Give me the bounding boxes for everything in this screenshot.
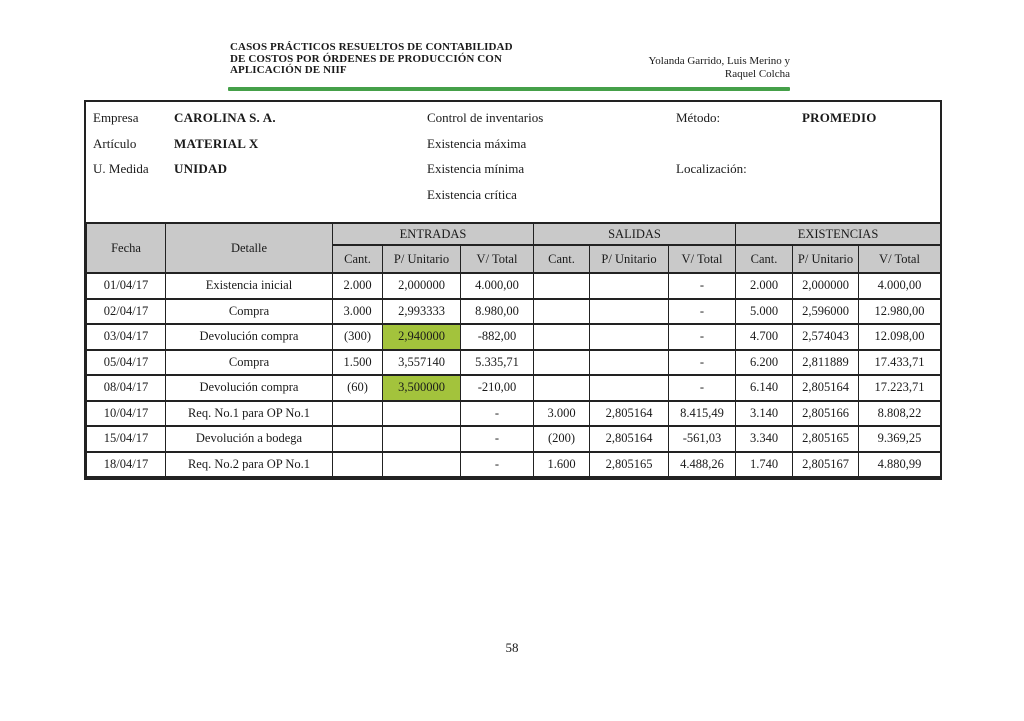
subheader-entradas-vtotal: V/ Total [461,245,534,273]
cell-salidas-cant [534,324,590,350]
subheader-existencias-vtotal: V/ Total [859,245,941,273]
cell-detalle: Devolución a bodega [166,426,333,452]
cell-salidas-vtotal: - [669,273,736,299]
cell-salidas-vtotal: - [669,324,736,350]
cell-salidas-punitario [590,375,669,401]
cell-detalle: Compra [166,350,333,376]
cell-existencias-cant: 4.700 [736,324,793,350]
cell-existencias-punitario: 2,805166 [793,401,859,427]
cell-existencias-vtotal: 9.369,25 [859,426,941,452]
cell-fecha: 02/04/17 [87,299,166,325]
info-value-articulo: MATERIAL X [174,136,259,151]
info-label-metodo: Método: [676,110,721,125]
info-label-exist-critica: Existencia crítica [427,187,517,202]
cell-salidas-punitario [590,273,669,299]
info-row [86,161,940,179]
cell-existencias-punitario: 2,574043 [793,324,859,350]
subheader-existencias-cant: Cant. [736,245,793,273]
cell-existencias-vtotal: 17.433,71 [859,350,941,376]
cell-existencias-vtotal: 8.808,22 [859,401,941,427]
cell-entradas-vtotal: - [461,401,534,427]
cell-existencias-punitario: 2,805165 [793,426,859,452]
subheader-salidas-vtotal: V/ Total [669,245,736,273]
column-header-fecha: Fecha [87,223,166,273]
column-header-detalle: Detalle [166,223,333,273]
cell-detalle: Devolución compra [166,324,333,350]
cell-salidas-vtotal: - [669,299,736,325]
cell-salidas-punitario: 2,805165 [590,452,669,478]
cell-entradas-punitario: 2,940000 [383,324,461,350]
cell-existencias-vtotal: 12.098,00 [859,324,941,350]
cell-existencias-punitario: 2,596000 [793,299,859,325]
cell-entradas-cant: 2.000 [333,273,383,299]
cell-existencias-punitario: 2,000000 [793,273,859,299]
cell-existencias-punitario: 2,805167 [793,452,859,478]
cell-entradas-punitario: 2,993333 [383,299,461,325]
table-row [87,350,941,376]
book-title-line-2: DE COSTOS POR ÓRDENES DE PRODUCCIÓN CON [230,52,503,65]
cell-entradas-punitario: 3,500000 [383,375,461,401]
cell-salidas-punitario [590,324,669,350]
authors-line-1: Yolanda Garrido, Luis Merino y [648,55,790,67]
table-row [87,452,941,478]
book-title-line-1: CASOS PRÁCTICOS RESUELTOS DE CONTABILIDAD [230,41,513,53]
cell-fecha: 08/04/17 [87,375,166,401]
group-header-existencias: EXISTENCIAS [736,223,941,245]
cell-entradas-punitario: 2,000000 [383,273,461,299]
cell-entradas-cant [333,401,383,427]
cell-entradas-cant [333,452,383,478]
kardex-table-header [87,223,941,273]
cell-salidas-vtotal: 4.488,26 [669,452,736,478]
cell-existencias-punitario: 2,811889 [793,350,859,376]
cell-salidas-cant: 3.000 [534,401,590,427]
cell-fecha: 05/04/17 [87,350,166,376]
subheader-existencias-punitario: P/ Unitario [793,245,859,273]
inventory-info-panel [86,102,940,222]
cell-existencias-cant: 3.140 [736,401,793,427]
info-label-exist-maxima: Existencia máxima [427,136,527,151]
authors [560,55,790,81]
cell-entradas-punitario [383,401,461,427]
subheader-salidas-punitario: P/ Unitario [590,245,669,273]
info-label-localizacion: Localización: [676,161,747,176]
cell-salidas-punitario: 2,805164 [590,426,669,452]
table-row [87,401,941,427]
table-row [87,299,941,325]
cell-entradas-vtotal: - [461,426,534,452]
cell-existencias-cant: 5.000 [736,299,793,325]
cell-entradas-punitario: 3,557140 [383,350,461,376]
cell-salidas-vtotal: - [669,350,736,376]
cell-entradas-vtotal: 8.980,00 [461,299,534,325]
cell-existencias-vtotal: 17.223,71 [859,375,941,401]
cell-salidas-cant [534,375,590,401]
cell-detalle: Compra [166,299,333,325]
cell-salidas-vtotal: 8.415,49 [669,401,736,427]
cell-salidas-cant [534,273,590,299]
cell-detalle: Req. No.2 para OP No.1 [166,452,333,478]
cell-entradas-vtotal: -210,00 [461,375,534,401]
cell-entradas-cant: 3.000 [333,299,383,325]
cell-existencias-cant: 6.200 [736,350,793,376]
cell-entradas-vtotal: 4.000,00 [461,273,534,299]
cell-detalle: Devolución compra [166,375,333,401]
cell-existencias-vtotal: 4.880,99 [859,452,941,478]
group-header-salidas: SALIDAS [534,223,736,245]
group-header-entradas: ENTRADAS [333,223,534,245]
cell-entradas-vtotal: -882,00 [461,324,534,350]
cell-entradas-punitario [383,426,461,452]
authors-line-2: Raquel Colcha [724,68,790,80]
info-value-metodo: PROMEDIO [802,110,877,125]
kardex-table-body [87,273,941,477]
cell-fecha: 18/04/17 [87,452,166,478]
subheader-entradas-punitario: P/ Unitario [383,245,461,273]
cell-entradas-cant [333,426,383,452]
cell-entradas-vtotal: 5.335,71 [461,350,534,376]
cell-existencias-cant: 3.340 [736,426,793,452]
info-label-umedida: U. Medida [93,161,149,176]
inventory-card [84,100,942,480]
cell-salidas-punitario [590,299,669,325]
cell-existencias-vtotal: 12.980,00 [859,299,941,325]
cell-salidas-cant: 1.600 [534,452,590,478]
cell-salidas-cant [534,350,590,376]
table-row [87,273,941,299]
cell-salidas-punitario [590,350,669,376]
subheader-salidas-cant: Cant. [534,245,590,273]
cell-entradas-cant: (300) [333,324,383,350]
info-row [86,187,940,205]
table-row [87,324,941,350]
info-row [86,136,940,154]
cell-salidas-cant [534,299,590,325]
cell-salidas-punitario: 2,805164 [590,401,669,427]
table-row [87,375,941,401]
cell-salidas-vtotal: - [669,375,736,401]
cell-existencias-punitario: 2,805164 [793,375,859,401]
cell-existencias-cant: 1.740 [736,452,793,478]
cell-salidas-cant: (200) [534,426,590,452]
book-title-line-3: APLICACIÓN DE NIIF [230,64,347,77]
info-row [86,110,940,128]
cell-detalle: Req. No.1 para OP No.1 [166,401,333,427]
book-title [230,42,540,77]
cell-existencias-cant: 6.140 [736,375,793,401]
info-label-control: Control de inventarios [427,110,544,125]
cell-fecha: 03/04/17 [87,324,166,350]
cell-fecha: 10/04/17 [87,401,166,427]
info-label-empresa: Empresa [93,110,139,125]
info-value-umedida: UNIDAD [174,161,228,176]
cell-entradas-punitario [383,452,461,478]
info-label-exist-minima: Existencia mínima [427,161,525,176]
page-number: 58 [505,640,519,655]
cell-detalle: Existencia inicial [166,273,333,299]
cell-entradas-cant: (60) [333,375,383,401]
subheader-entradas-cant: Cant. [333,245,383,273]
cell-fecha: 01/04/17 [87,273,166,299]
cell-entradas-vtotal: - [461,452,534,478]
info-label-articulo: Artículo [93,136,137,151]
cell-existencias-vtotal: 4.000,00 [859,273,941,299]
cell-entradas-cant: 1.500 [333,350,383,376]
kardex-table [86,222,941,478]
cell-fecha: 15/04/17 [87,426,166,452]
header-divider-rule [228,87,790,91]
table-row [87,426,941,452]
info-value-empresa: CAROLINA S. A. [174,110,276,125]
cell-existencias-cant: 2.000 [736,273,793,299]
cell-salidas-vtotal: -561,03 [669,426,736,452]
